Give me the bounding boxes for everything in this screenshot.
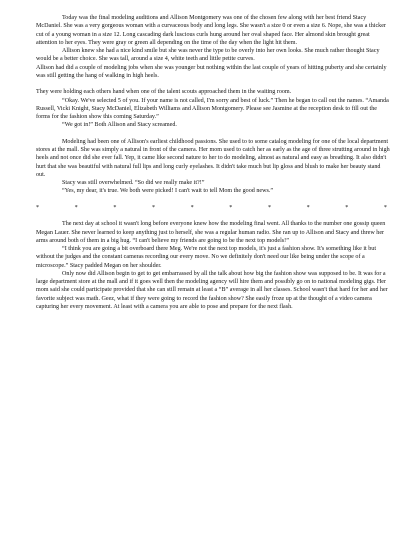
- separator-star: *: [113, 204, 117, 211]
- separator-star: *: [383, 204, 387, 211]
- paragraph: Today was the final modeling auditions and Allison Montgomery was one of the chosen few along with her best friend Stacy McDaniel. She was a very gorgeous woman with a curvaceous body and long legs. She wasn't a size 0 or even a size 6. Nope, she was a thicker cut of a young woman in a size 12. Long cascading dark luscious curls hung around her oval shaped face. Her almond skin brought great attention to her eyes. They were gray or green all depending on the time of the day when the light hit them.: [36, 15, 386, 46]
- paragraph-gap: [36, 196, 391, 204]
- paragraph: The next day at school it wasn't long before everyone knew how the modeling final went. All thanks to the number one gossip queen Megan Lauer. She never learned to keep anything just to herself, she was a regular human radio. She ran up to Allison and Stacy and threw her arms around both of them in a big hug. “I can't believe my friends are going to be the next top models!”: [36, 221, 386, 244]
- paragraph: “Okay. We've selected 5 of you. If your name is not called, I'm sorry and best of luck.” Then he began to call out the names. “Amanda Russell, Vicki Knight, Stacy McDaniel, Elizabeth Williams and Allison Montgomery. Please see Jasmine at the reception desk to fill out the forms for the fashion show this coming Saturday.”: [36, 97, 389, 120]
- separator-star: *: [267, 204, 271, 211]
- paragraph: Only now did Allison begin to get to get embarrassed by all the talk about how big the fashion show was supposed to be. It was for a large department store at the mall and if it goes well then the modeling agency will hire them and possibly go on to national modeling gigs. Her mom said she could participate provided that she can still remain at least a “B” average in all her classes. School wasn't that hard for her and her favorite subject was math. Geez, what if they were going to record the fashion show? She easily froze up at the thought of a video camera capturing her every movement. At least with a camera you are able to pose and prepare for the next flash.: [36, 270, 388, 310]
- paragraph: Allison knew she had a nice kind smile but she was never the type to be overly into her own looks. She much rather thought Stacy would be a better choice. She was tall, around a size 4, white teeth and little petite curves.: [36, 48, 380, 63]
- paragraph-gap: [36, 212, 391, 220]
- paragraph: Modeling had been one of Allison's earliest childhood passions. She used to to some catalog modeling for one of the local department stores at the mall. She was simply a natural in front of the camera. Her mom used to catch her as early as the age of three strutting around in high heels and not once did she ever fall. Yep, it came like second nature to her to do modeling, almost as natural and easy as breathing. It also didn't hurt that she was beautiful with natural full lips and long curly eyelashes. It didn't take much but lip gloss and blush to make her beauty stand out.: [36, 138, 390, 178]
- separator-star: *: [190, 204, 194, 211]
- paragraph: “Yes, my dear, it's true. We both were picked! I can't wait to tell Mom the good news.”: [62, 188, 274, 195]
- paragraph: Stacy was still overwhelmed. “So did we really make it?!”: [62, 180, 205, 186]
- section-separator: [36, 204, 391, 212]
- paragraph: “We got in!” Both Allison and Stacy screamed.: [62, 122, 177, 129]
- separator-star: *: [74, 204, 78, 211]
- separator-star: *: [229, 204, 233, 211]
- paragraph-gap: [36, 80, 391, 88]
- paragraph: They were holding each others hand when one of the talent scouts approached them in the waiting room.: [36, 89, 292, 96]
- paragraph: Allison had did a couple of modeling jobs when she was younger but nothing within the last couple of years of hitting puberty and she certainly was still getting the hang of walking in high heels.: [36, 64, 387, 79]
- separator-star: *: [36, 204, 40, 211]
- paragraph-gap: [36, 130, 391, 138]
- separator-star: *: [306, 204, 310, 211]
- separator-star: *: [151, 204, 156, 211]
- document-page: [36, 14, 391, 311]
- paragraph: “I think you are going a bit overboard there Meg. We're not the next top models, it's just a fashion show. It's something like it but without the judges and the constant cameras recording our every move. No we definitely don't need our like being under the scope of a microscope.” Stacy padded Megan on her shoulder.: [36, 246, 377, 269]
- separator-star: *: [345, 204, 349, 211]
